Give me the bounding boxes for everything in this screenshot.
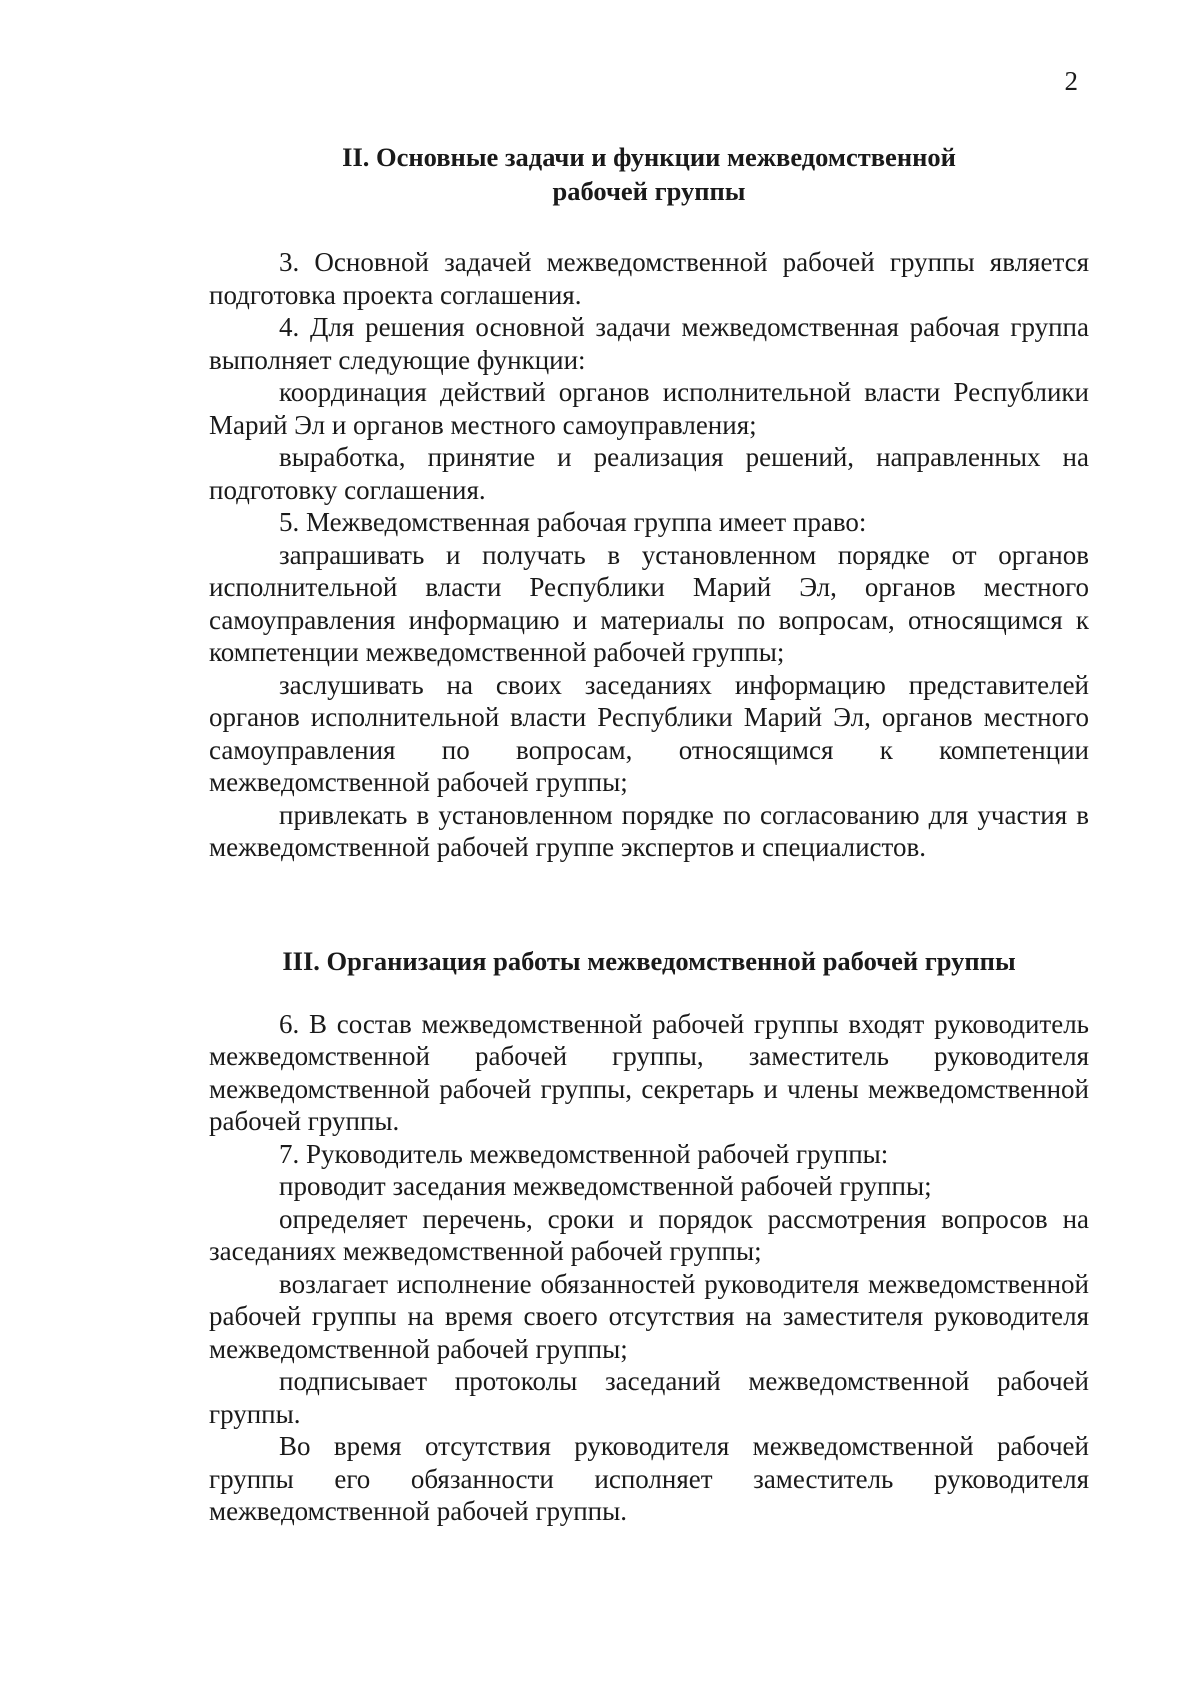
right-request-info: запрашивать и получать в установленном порядке от органов исполнительной власти Республики Марий Эл, органов местного самоуправления информацию и материалы по вопросам, относящимся к компетенции межведомственной рабочей группы; (209, 539, 1089, 667)
section-2-body (209, 246, 1089, 864)
duty-sign-protocols: подписывает протоколы заседаний межведомственной рабочей группы. (209, 1366, 1089, 1429)
duty-delegate: возлагает исполнение обязанностей руководителя межведомственной рабочей группы на время своего отсутствия на заместителя руководителя межведомственной рабочей группы; (209, 1268, 1089, 1364)
section-2-title-line-2: рабочей группы (552, 176, 746, 206)
function-coordination: координация действий органов исполнительной власти Республики Марий Эл и органов местного самоуправления; (209, 377, 1089, 440)
document-body (209, 140, 1089, 1528)
function-decisions: выработка, принятие и реализация решений, направленных на подготовку соглашения. (209, 442, 1089, 505)
section-3-heading: III. Организация работы межведомственной рабочей группы (282, 945, 1016, 976)
section-3-body (209, 1008, 1089, 1528)
right-hear-info: заслушивать на своих заседаниях информацию представителей органов исполнительной власти Республики Марий Эл, органов местного самоуправления по вопросам, относящимся к компетенции межведомственной рабочей группы; (209, 669, 1089, 797)
section-2-title-line-1: II. Основные задачи и функции межведомственной (342, 142, 956, 172)
paragraph-5: 5. Межведомственная рабочая группа имеет право: (279, 507, 867, 537)
duty-conduct-meetings: проводит заседания межведомственной рабочей группы; (279, 1171, 932, 1201)
page-number: 2 (1064, 66, 1078, 96)
paragraph-7: 7. Руководитель межведомственной рабочей группы: (279, 1138, 889, 1169)
section-2-heading (209, 140, 1089, 208)
paragraph-4: 4. Для решения основной задачи межведомственная рабочая группа выполняет следующие функции: (209, 312, 1089, 375)
duty-define-agenda: определяет перечень, сроки и порядок рассмотрения вопросов на заседаниях межведомственной рабочей группы; (209, 1203, 1089, 1266)
paragraph-absence: Во время отсутствия руководителя межведомственной рабочей группы его обязанности исполняет заместитель руководителя межведомственной рабочей группы. (209, 1431, 1089, 1526)
paragraph-6: 6. В состав межведомственной рабочей группы входят руководитель межведомственной рабочей группы, заместитель руководителя межведомственной рабочей группы, секретарь и члены межведомственной рабочей группы. (209, 1008, 1089, 1136)
right-involve-experts: привлекать в установленном порядке по согласованию для участия в межведомственной рабочей группе экспертов и специалистов. (209, 799, 1089, 862)
paragraph-3: 3. Основной задачей межведомственной рабочей группы является подготовка проекта соглашения. (209, 247, 1089, 310)
